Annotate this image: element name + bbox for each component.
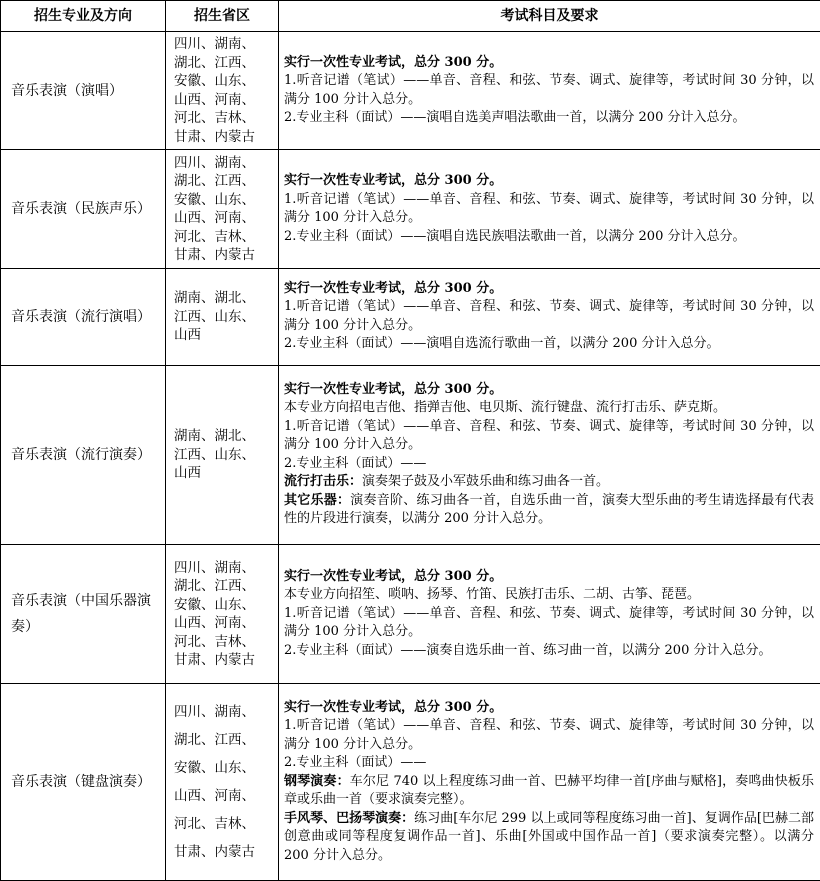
major-cell: 音乐表演（流行演奏） bbox=[1, 366, 166, 545]
requirement-line: 本专业方向招笙、唢呐、扬琴、竹笛、民族打击乐、二胡、古筝、琵琶。 bbox=[284, 587, 701, 603]
province-line: 河北、吉林、 bbox=[174, 228, 255, 245]
requirement-lead: 实行一次性专业考试，总分 300 分。 bbox=[284, 173, 503, 189]
requirement-lead: 实行一次性专业考试，总分 300 分。 bbox=[284, 280, 503, 296]
instrument-text: 演奏音阶、练习曲各一首，自选乐曲一首，演奏大型乐曲的考生请选择最有代表性的片段进行演奏，以满分 200 分计入总分。 bbox=[284, 492, 814, 527]
instrument-requirement bbox=[284, 810, 814, 866]
instrument-label: 流行打击乐： bbox=[284, 474, 363, 490]
header-major: 招生专业及方向 bbox=[1, 1, 166, 32]
requirements-cell bbox=[279, 150, 820, 268]
major-cell: 音乐表演（中国乐器演奏） bbox=[1, 544, 166, 683]
major-cell: 音乐表演（流行演唱） bbox=[1, 268, 166, 365]
requirement-line: 1.听音记谱（笔试）——单音、音程、和弦、节奏、调式、旋律等，考试时间 30 分钟，以满分 100 分计入总分。 bbox=[284, 418, 814, 453]
province-line: 山西 bbox=[174, 465, 201, 482]
province-line: 湖北、江西、 bbox=[174, 578, 255, 595]
requirement-line: 2.专业主科（面试）—— bbox=[284, 755, 427, 771]
province-line: 甘肃、内蒙古 bbox=[174, 247, 255, 264]
province-line: 山西、河南、 bbox=[174, 210, 255, 227]
instrument-requirement bbox=[284, 492, 814, 529]
provinces-cell bbox=[166, 684, 279, 881]
major-cell: 音乐表演（民族声乐） bbox=[1, 150, 166, 268]
table-row bbox=[1, 150, 820, 268]
instrument-label: 钢琴演奏： bbox=[284, 773, 350, 789]
provinces-cell bbox=[166, 32, 279, 150]
table-row bbox=[1, 268, 820, 365]
major-cell: 音乐表演（演唱） bbox=[1, 32, 166, 150]
province-line: 河北、吉林、 bbox=[174, 816, 255, 833]
province-line: 江西、山东、 bbox=[174, 446, 255, 463]
instrument-text: 练习曲[车尔尼 299 以上或同等程度练习曲一首]、复调作品[巴赫二部创意曲或同等程度复调作品一首]、乐曲[外国或中国作品一首]（要求演奏完整）。以满分 200 分计入总分。 bbox=[284, 810, 814, 863]
instrument-requirement bbox=[284, 773, 814, 810]
provinces-cell bbox=[166, 544, 279, 683]
province-line: 山西、河南、 bbox=[174, 615, 255, 632]
province-line: 山西 bbox=[174, 327, 201, 344]
instrument-requirement bbox=[284, 473, 814, 492]
province-line: 四川、湖南、 bbox=[174, 559, 255, 576]
requirement-line: 2.专业主科（面试）—— bbox=[284, 455, 427, 471]
requirements-cell bbox=[279, 684, 820, 881]
province-line: 甘肃、内蒙古 bbox=[174, 128, 255, 145]
requirements-cell bbox=[279, 366, 820, 545]
requirement-line: 1.听音记谱（笔试）——单音、音程、和弦、节奏、调式、旋律等，考试时间 30 分钟，以满分 100 分计入总分。 bbox=[284, 718, 814, 752]
requirement-line: 2.专业主科（面试）——演唱自选流行歌曲一首，以满分 200 分计入总分。 bbox=[284, 336, 720, 352]
requirement-line: 2.专业主科（面试）——演奏自选乐曲一首、练习曲一首，以满分 200 分计入总分。 bbox=[284, 642, 772, 658]
table-row bbox=[1, 544, 820, 683]
province-line: 湖南、湖北、 bbox=[174, 290, 255, 307]
table-row bbox=[1, 32, 820, 150]
province-line: 安徽、山东、 bbox=[174, 760, 255, 777]
province-line: 安徽、山东、 bbox=[174, 73, 255, 90]
provinces-cell bbox=[166, 366, 279, 545]
province-line: 安徽、山东、 bbox=[174, 596, 255, 613]
requirement-line: 1.听音记谱（笔试）——单音、音程、和弦、节奏、调式、旋律等，考试时间 30 分钟，以满分 100 分计入总分。 bbox=[284, 191, 814, 226]
province-line: 湖北、江西、 bbox=[174, 54, 255, 71]
major-cell: 音乐表演（键盘演奏） bbox=[1, 684, 166, 881]
requirement-lead: 实行一次性专业考试，总分 300 分。 bbox=[284, 568, 503, 584]
requirement-line: 1.听音记谱（笔试）——单音、音程、和弦、节奏、调式、旋律等，考试时间 30 分钟，以满分 100 分计入总分。 bbox=[284, 299, 814, 333]
province-line: 湖北、江西、 bbox=[174, 732, 255, 749]
province-line: 甘肃、内蒙古 bbox=[174, 652, 255, 669]
header-requirements: 考试科目及要求 bbox=[279, 1, 820, 32]
province-line: 安徽、山东、 bbox=[174, 191, 255, 208]
province-line: 江西、山东、 bbox=[174, 308, 255, 325]
province-line: 山西、河南、 bbox=[174, 788, 255, 805]
requirements-cell bbox=[279, 544, 820, 683]
instrument-text: 演奏架子鼓及小军鼓乐曲和练习曲各一首。 bbox=[362, 474, 610, 490]
province-line: 甘肃、内蒙古 bbox=[174, 844, 255, 861]
requirement-line: 本专业方向招电吉他、指弹吉他、电贝斯、流行键盘、流行打击乐、萨克斯。 bbox=[284, 400, 727, 416]
requirements-cell bbox=[279, 268, 820, 365]
province-line: 河北、吉林、 bbox=[174, 110, 255, 127]
province-line: 四川、湖南、 bbox=[174, 36, 255, 53]
requirement-line: 1.听音记谱（笔试）——单音、音程、和弦、节奏、调式、旋律等，考试时间 30 分钟，以满分 100 分计入总分。 bbox=[284, 73, 814, 107]
provinces-cell bbox=[166, 268, 279, 365]
instrument-label: 其它乐器： bbox=[284, 492, 351, 508]
province-line: 山西、河南、 bbox=[174, 91, 255, 108]
province-line: 湖南、湖北、 bbox=[174, 428, 255, 445]
instrument-text: 车尔尼 740 以上程度练习曲一首、巴赫平均律一首[序曲与赋格]，奏鸣曲快板乐章或乐曲一首（要求演奏完整）。 bbox=[284, 773, 814, 808]
requirement-lead: 实行一次性专业考试，总分 300 分。 bbox=[284, 699, 503, 715]
province-line: 四川、湖南、 bbox=[174, 704, 255, 721]
requirement-line: 2.专业主科（面试）——演唱自选美声唱法歌曲一首，以满分 200 分计入总分。 bbox=[284, 110, 746, 126]
header-row bbox=[1, 1, 820, 32]
requirement-line: 2.专业主科（面试）——演唱自选民族唱法歌曲一首，以满分 200 分计入总分。 bbox=[284, 228, 746, 244]
header-provinces: 招生省区 bbox=[166, 1, 279, 32]
province-line: 河北、吉林、 bbox=[174, 633, 255, 650]
provinces-cell bbox=[166, 150, 279, 268]
requirement-line: 1.听音记谱（笔试）——单音、音程、和弦、节奏、调式、旋律等，考试时间 30 分钟，以满分 100 分计入总分。 bbox=[284, 605, 814, 640]
instrument-label: 手风琴、巴扬琴演奏： bbox=[284, 810, 415, 826]
requirement-lead: 实行一次性专业考试，总分 300 分。 bbox=[284, 381, 503, 397]
province-line: 四川、湖南、 bbox=[174, 154, 255, 171]
requirement-lead: 实行一次性专业考试，总分 300 分。 bbox=[284, 54, 503, 70]
requirements-cell bbox=[279, 32, 820, 150]
table-row bbox=[1, 684, 820, 881]
province-line: 湖北、江西、 bbox=[174, 173, 255, 190]
table-row bbox=[1, 366, 820, 545]
